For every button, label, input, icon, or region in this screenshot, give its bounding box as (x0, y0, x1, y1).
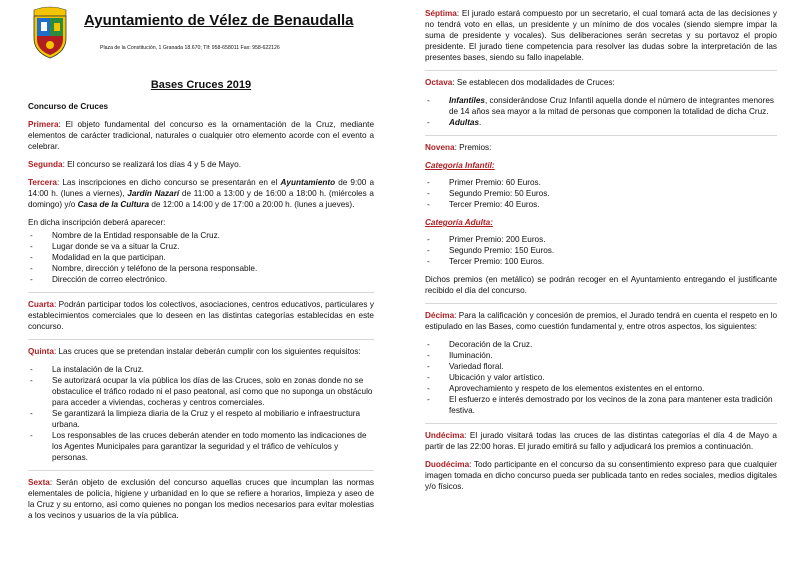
list-item: - Tercer Premio: 40 Euros. (425, 199, 777, 210)
list-item: - Aprovechamiento y respeto de los elementos existentes en el entorno. (425, 383, 777, 394)
inscripcion-intro: En dicha inscripción deberá aparecer: (28, 218, 166, 227)
list-item: - Dirección de correo electrónico. (28, 274, 374, 285)
divider (425, 303, 777, 304)
divider (28, 339, 374, 340)
clause-septima: Séptima: El jurado estará compuesto por un secretario, el cual tomará acta de las decisiones y no tendrá voto en ellas, un presidente y un mínimo de dos vocales (siendo siempre impar la suma de presidente y vocales). Sus deliberaciones serán secretas y su portavoz el propio presidente. El jurado tiene competencia para resolver las dudas sobre la interpretación de las presentes bases, siendo su fallo inapelable. (425, 9, 777, 62)
list-item: - Segundo Premio: 50 Euros. (425, 188, 777, 199)
org-name: Ayuntamiento de Vélez de Benaudalla (84, 12, 354, 29)
list-item: - Tercer Premio: 100 Euros. (425, 256, 777, 267)
divider (425, 70, 777, 71)
list-item: - Se autorizará ocupar la vía pública los días de las Cruces, solo en zonas donde no se obstaculice el tráfico rodado ni el paso peatonal, así como que no suponga un obstáculo para acceder a viviendas, cocheras y centros comerciales. (28, 375, 374, 408)
clause-sexta: Sexta: Serán objeto de exclusión del concurso aquellas cruces que incumplan las normas elementales de policía, higiene y urbanidad en lo que se refiere a horarios, limpieza y aseo de la Cruz y su entorno, así como quienes no pongan los medios necesarios para evitar molestias a los vecinos y usuarios de la vía pública. (28, 478, 374, 520)
right-column (425, 8, 777, 499)
left-column (28, 0, 374, 528)
org-address: Plaza de la Constitución, 1 Granada 18.670; Tlf: 958-658011 Fax: 958-622126 (100, 45, 280, 51)
letterhead (28, 0, 374, 60)
list-item: - La instalación de la Cruz. (28, 364, 374, 375)
list-item: - Lugar donde se va a situar la Cruz. (28, 241, 374, 252)
clause-segunda: Segunda: El concurso se realizará los días 4 y 5 de Mayo. (28, 160, 241, 169)
list-item: - Variedad floral. (425, 361, 777, 372)
list-item: - Segundo Premio: 150 Euros. (425, 245, 777, 256)
clause-undecima: Undécima: El jurado visitará todas las cruces de las distintas categorías el día 4 de Mayo a partir de las 22:00 horas. El jurado emitirá su fallo y adjudicará los premios a continuación. (425, 431, 777, 451)
premios-nota: Dichos premios (en metálico) se podrán recoger en el Ayuntamiento entregando el justificante recibido el día del concurso. (425, 275, 777, 295)
clause-quinta: Quinta: Las cruces que se pretendan instalar deberán cumplir con los siguientes requisitos: (28, 347, 361, 356)
criterios-list (425, 339, 777, 416)
clause-decima: Décima: Para la calificación y concesión de premios, el Jurado tendrá en cuenta el respeto en lo estipulado en las Bases, como cuestión fundamental y, entre otros aspectos, los siguientes: (425, 311, 777, 331)
document-title: Bases Cruces 2019 (150, 79, 252, 91)
divider (28, 292, 374, 293)
list-item: - Modalidad en la que participan. (28, 252, 374, 263)
list-item: - El esfuerzo e interés demostrado por los vecinos de la zona para mantener esta tradición festiva. (425, 394, 777, 416)
list-item: - Iluminación. (425, 350, 777, 361)
quinta-list (28, 364, 374, 463)
list-item: - Ubicación y valor artístico. (425, 372, 777, 383)
divider (28, 470, 374, 471)
coat-of-arms-icon (28, 6, 72, 60)
divider (425, 423, 777, 424)
clause-primera: Primera: El objeto fundamental del concurso es la ornamentación de la Cruz, mediante elementos de carácter tradicional, naturales o cualquier otro elemento acorde con el evento a celebrar. (28, 120, 374, 151)
list-item: - Los responsables de las cruces deberán atender en todo momento las indicaciones de los Agentes Municipales para garantizar la seguridad y el tráfico de vehículos y personas. (28, 430, 374, 463)
list-item: - Infantiles, considerándose Cruz Infantil aquella donde el número de integrantes menores de 14 años sea mayor a la mitad de personas que componen la totalidad de dicha Cruz. (425, 95, 777, 117)
list-item: - Se garantizará la limpieza diaria de la Cruz y el respeto al mobiliario e infraestructura urbana. (28, 408, 374, 430)
inscripcion-list (28, 230, 374, 285)
clause-duodecima: Duodécima: Todo participante en el concurso da su consentimiento expreso para que cualquier imagen tomada en dicho concurso pueda ser publicada tanto en redes sociales, medios digitales y/o físicos. (425, 460, 777, 491)
divider (425, 135, 777, 136)
list-item: - Adultas. (425, 117, 777, 128)
clause-cuarta: Cuarta: Podrán participar todos los colectivos, asociaciones, centros educativos, particulares y establecimientos comerciales que lo deseen en las distintas categorías establecidas en este concurso. (28, 300, 374, 331)
clause-octava: Octava: Se establecen dos modalidades de Cruces: (425, 78, 615, 87)
list-item: - Nombre, dirección y teléfono de la persona responsable. (28, 263, 374, 274)
list-item: - Primer Premio: 200 Euros. (425, 234, 777, 245)
clause-tercera: Tercera: Las inscripciones en dicho concurso se presentarán en el Ayuntamiento de 9:00 a 14:00 h. (lunes a viernes), Jardín Nazarí de 11:00 a 13:00 y de 16:00 a 18:00 h. (miércoles a domingo) y/o Casa de la Cultura de 12:00 a 14:00 y de 17:00 a 20:00 h. (lunes a jueves). (28, 178, 375, 209)
section-heading: Concurso de Cruces (28, 102, 109, 111)
modalidades-list (425, 95, 777, 128)
list-item: - Primer Premio: 60 Euros. (425, 177, 777, 188)
category-adulta-heading: Categoría Adulta: (425, 218, 493, 227)
premios-infantil-list (425, 177, 777, 210)
premios-adulta-list (425, 234, 777, 267)
list-item: - Decoración de la Cruz. (425, 339, 777, 350)
clause-novena: Novena: Premios: (425, 143, 492, 152)
list-item: - Nombre de la Entidad responsable de la Cruz. (28, 230, 374, 241)
category-infantil-heading: Categoría Infantil: (425, 161, 495, 170)
